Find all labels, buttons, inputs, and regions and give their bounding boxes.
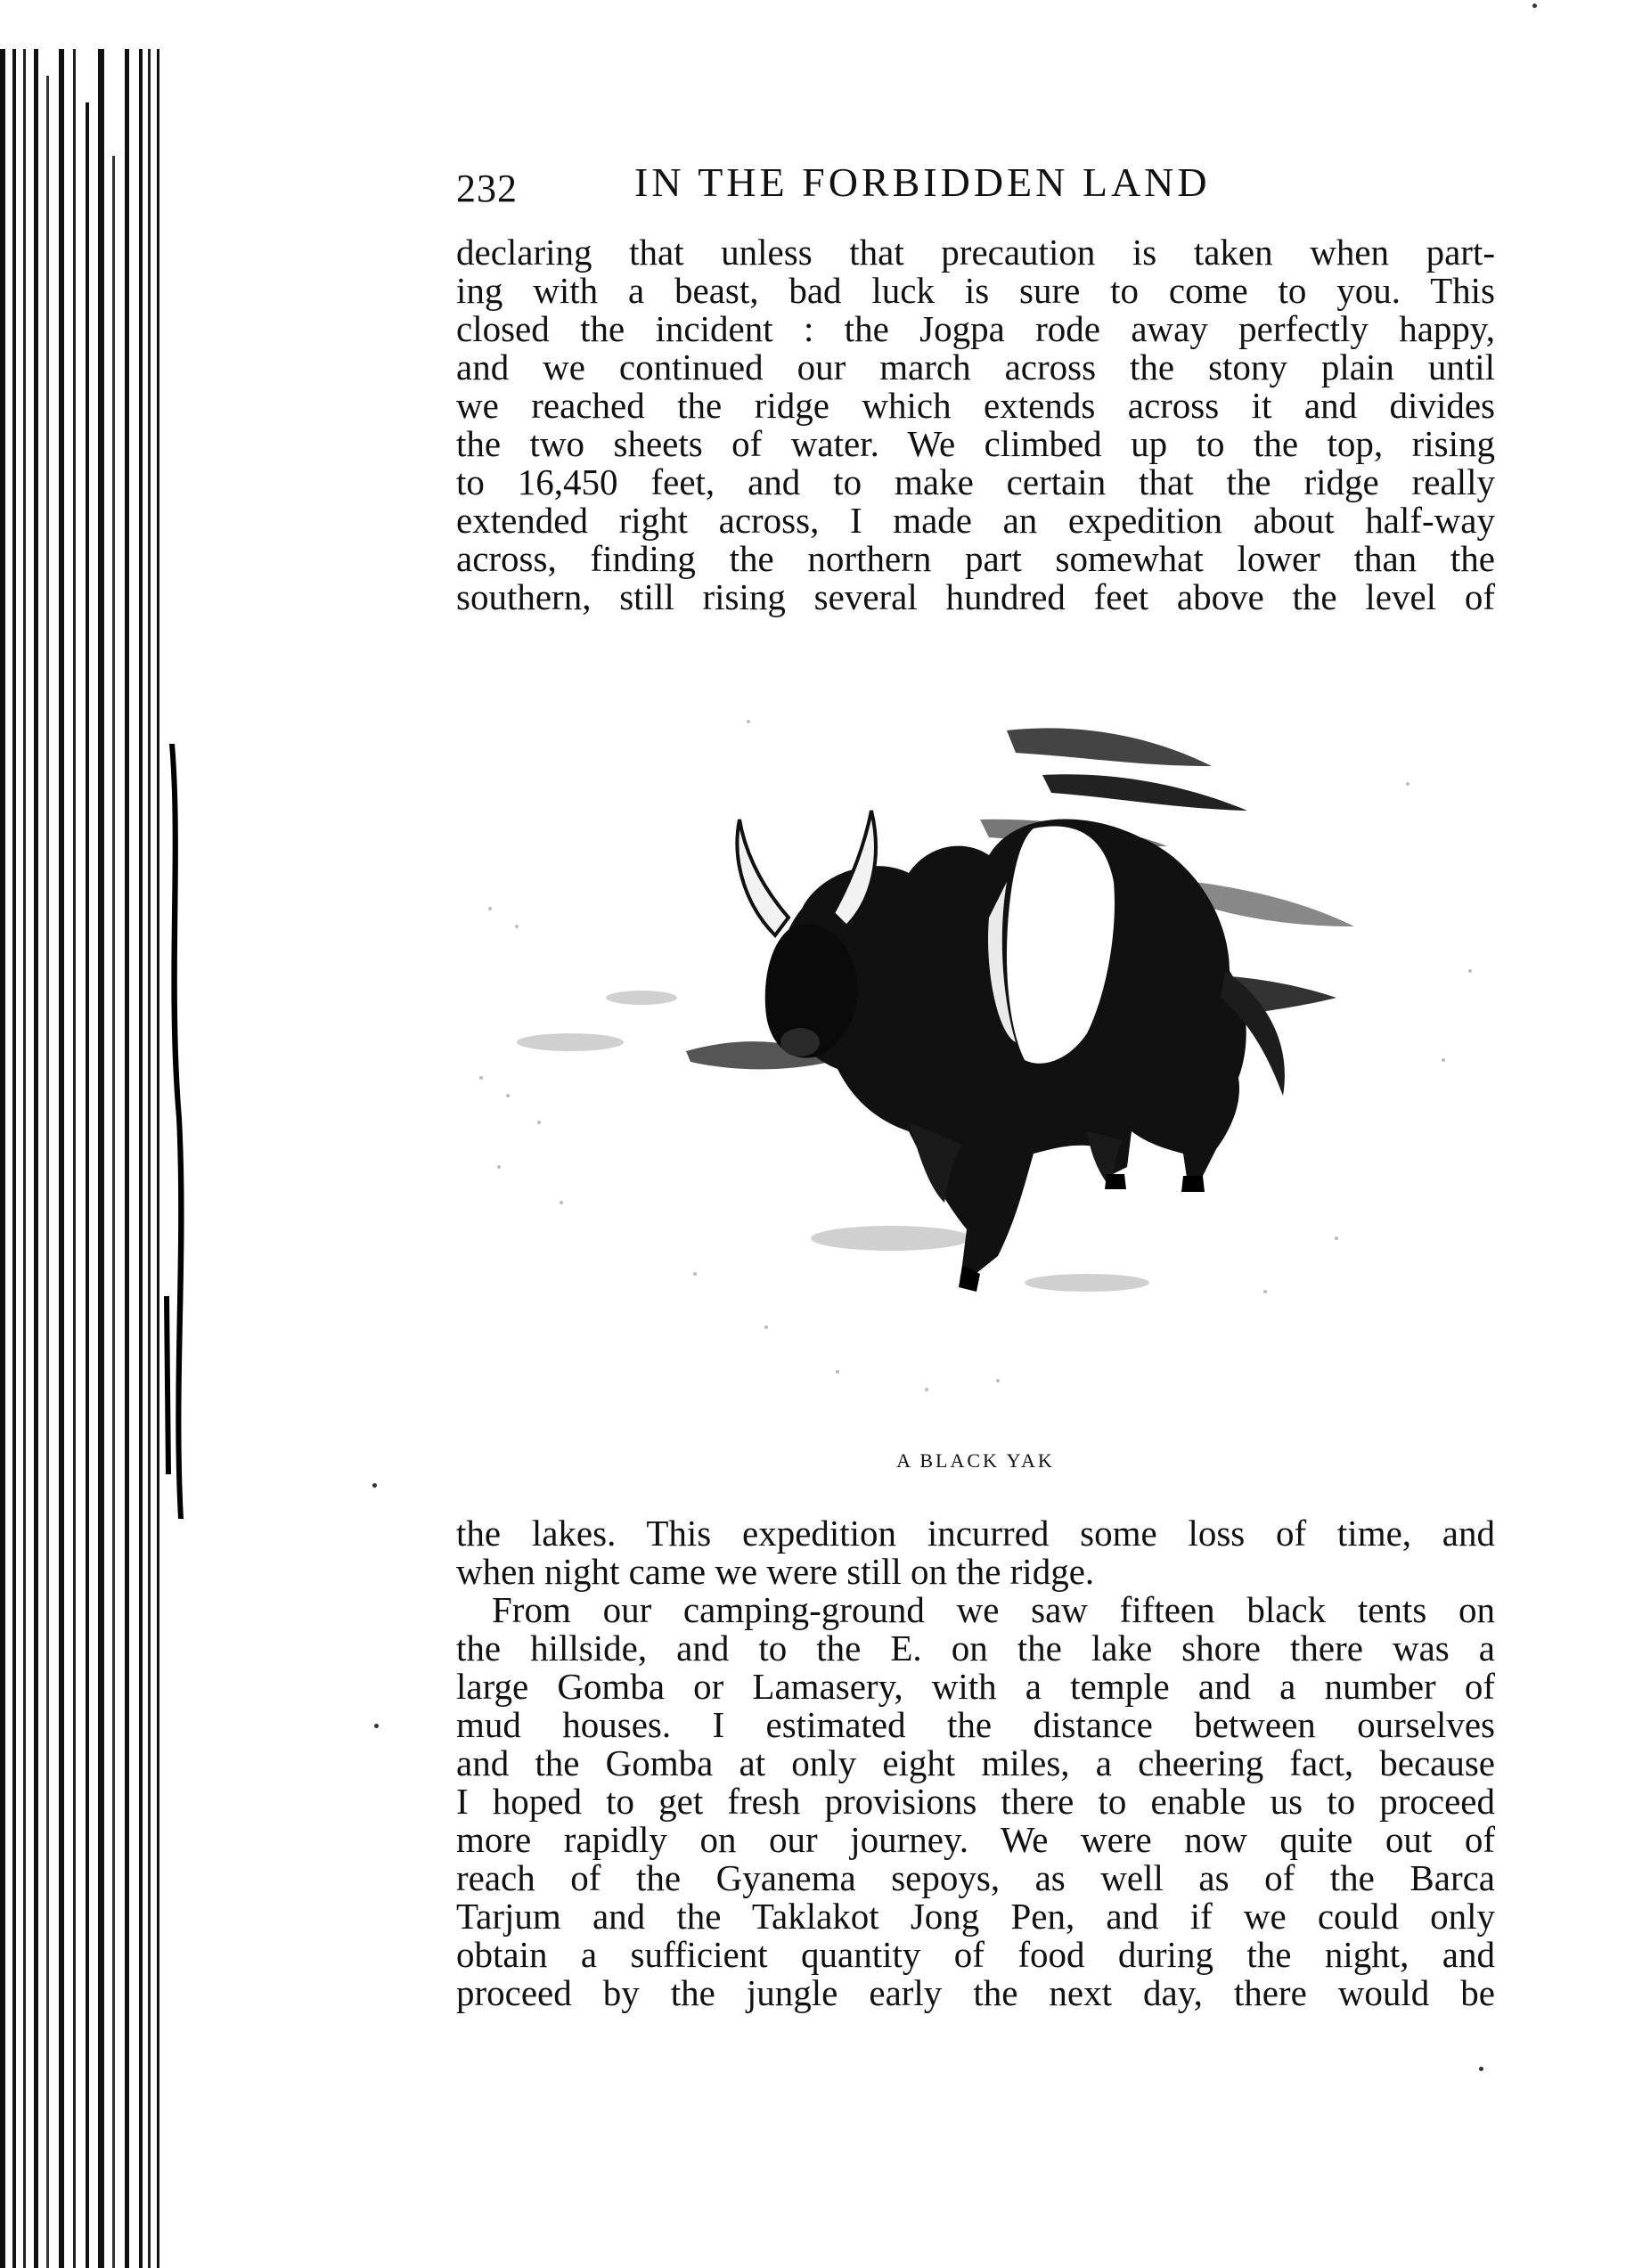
text-line: when night came we were still on the ridge. xyxy=(456,1551,1095,1592)
text-line: we reached the ridge which extends across it and divides xyxy=(456,385,1495,426)
text-line: the lakes. This expedition incurred some loss of time, and xyxy=(456,1513,1495,1554)
text-line: I hoped to get fresh provisions there to enable us to proceed xyxy=(456,1781,1495,1822)
text-line: declaring that unless that precaution is taken when part- xyxy=(456,232,1495,273)
text-line: and we continued our march across the stony plain until xyxy=(456,347,1495,388)
text-line: and the Gomba at only eight miles, a cheering fact, because xyxy=(456,1742,1495,1783)
yak-illustration xyxy=(463,704,1488,1416)
text-line: proceed by the jungle early the next day, there would be xyxy=(456,1972,1495,2013)
text-line: the two sheets of water. We climbed up to the top, rising xyxy=(456,423,1495,464)
running-head xyxy=(456,159,1490,221)
scan-speck xyxy=(1479,2067,1483,2071)
scan-speck xyxy=(374,1724,379,1728)
text-line: to 16,450 feet, and to make certain that the ridge really xyxy=(456,461,1495,502)
binding-edge xyxy=(0,49,205,2268)
text-line: ing with a beast, bad luck is sure to come to you. This xyxy=(456,270,1495,311)
text-line: From our camping-ground we saw fifteen black tents on xyxy=(492,1589,1495,1630)
text-line: extended right across, I made an expedition about half-way xyxy=(456,500,1495,541)
text-line: mud houses. I estimated the distance between ourselves xyxy=(456,1704,1495,1745)
text-line: large Gomba or Lamasery, with a temple and a number of xyxy=(456,1666,1495,1707)
scan-speck xyxy=(1532,4,1537,8)
running-title: IN THE FORBIDDEN LAND xyxy=(634,159,1211,205)
scan-speck xyxy=(372,1483,377,1488)
text-line: the hillside, and to the E. on the lake shore there was a xyxy=(456,1628,1495,1668)
text-line: more rapidly on our journey. We were now quite out of xyxy=(456,1819,1495,1860)
text-line: obtain a sufficient quantity of food during the night, and xyxy=(456,1934,1495,1975)
figure-caption: A BLACK YAK xyxy=(896,1449,1055,1472)
page-number: 232 xyxy=(456,167,518,210)
text-block-bottom xyxy=(456,1514,1495,2012)
text-line: southern, still rising several hundred feet above the level of xyxy=(456,576,1495,617)
text-line: Tarjum and the Taklakot Jong Pen, and if we could only xyxy=(456,1896,1495,1937)
text-line: reach of the Gyanema sepoys, as well as of the Barca xyxy=(456,1857,1495,1898)
text-block-top xyxy=(456,233,1495,616)
text-line: closed the incident : the Jogpa rode away perfectly happy, xyxy=(456,308,1495,349)
text-line: across, finding the northern part somewhat lower than the xyxy=(456,538,1495,579)
